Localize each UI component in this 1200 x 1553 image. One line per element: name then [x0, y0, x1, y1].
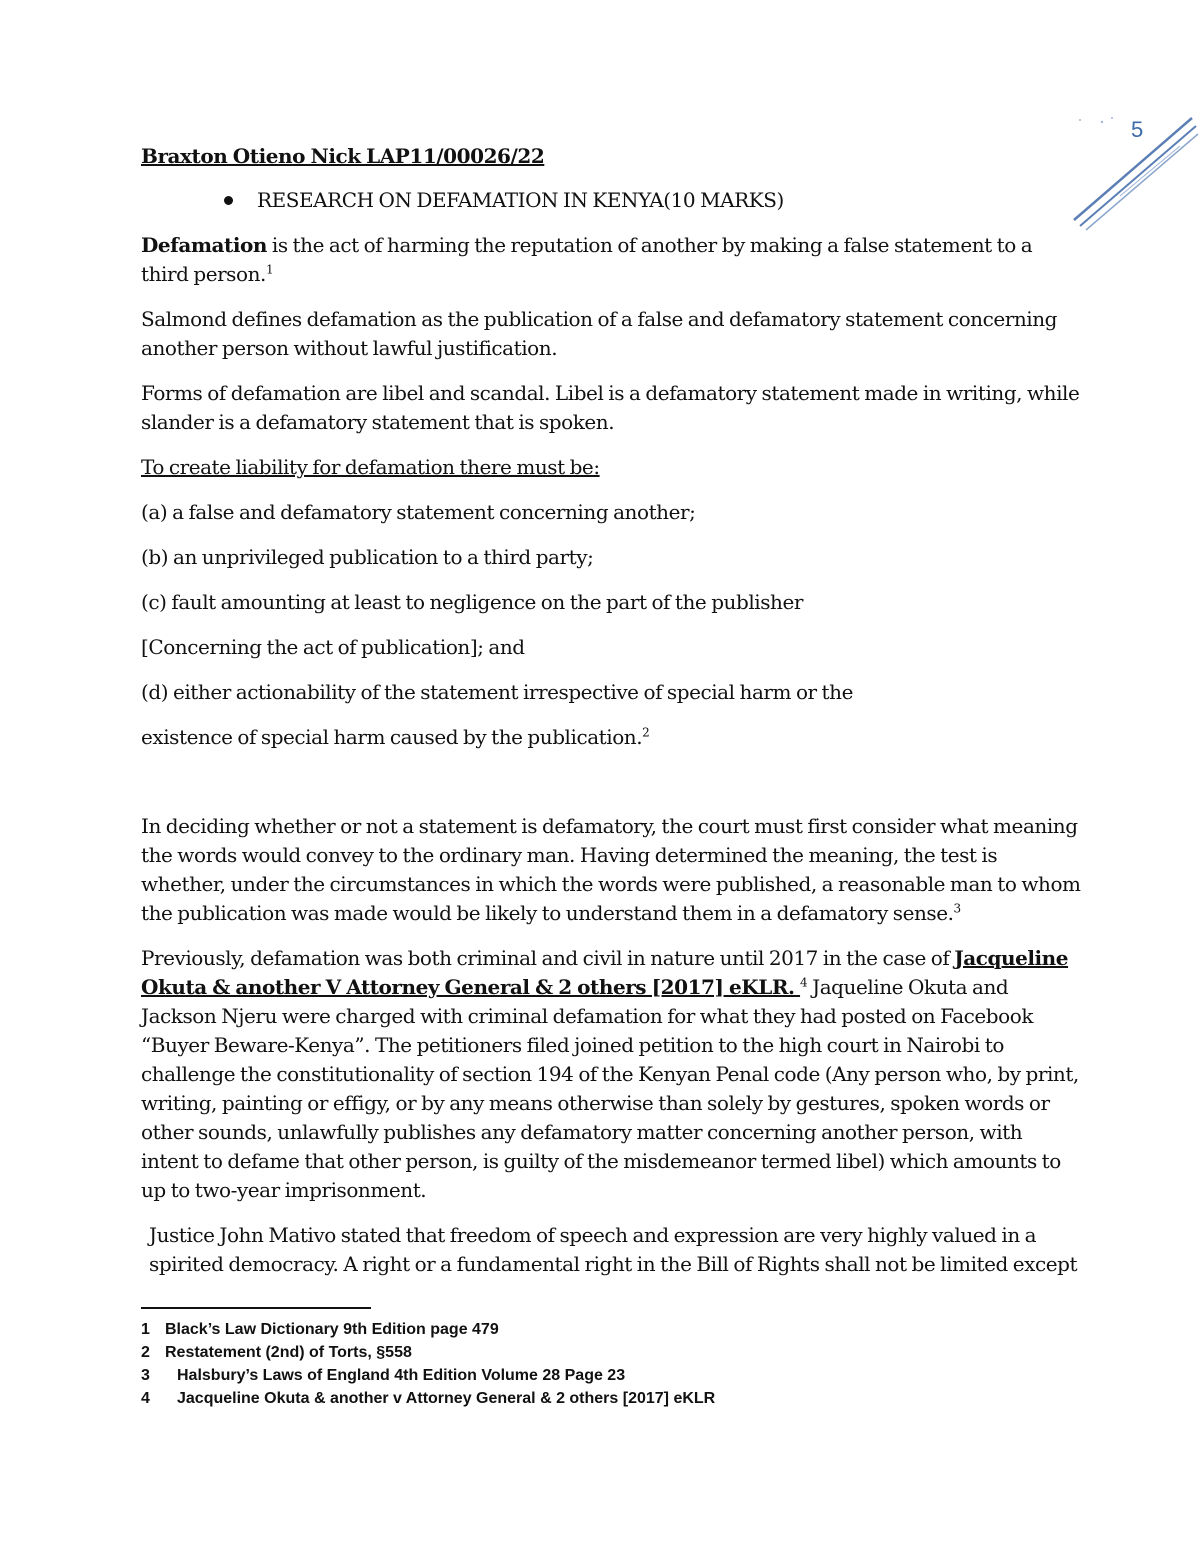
previously-rest: Jaqueline Okuta and Jackson Njeru were charged with criminal defamation for what they had posted on Facebook “Buyer Beware-Kenya”. The petitioners filed joined petition to the high court in Nairobi to challenge the constitutionality of section 194 of the Kenyan Penal code (Any person who, by print, writing, painting or effigy, or by any means otherwise than solely by gestures, spoken words or other sounds, unlawfully publishes any defamatory matter concerning another person, with intent to defame that other person, is guilty of the misdemeanor termed libel) which amounts to up to two-year imprisonment.: [141, 975, 1079, 1202]
previously-paragraph: [141, 944, 1081, 1205]
footnote-number: 2: [141, 1344, 150, 1361]
previously-intro: Previously, defamation was both criminal and civil in nature until 2017 in the case of: [141, 946, 955, 970]
list-item-b: (b) an unprivileged publication to a third party;: [141, 545, 594, 569]
deciding-text: In deciding whether or not a statement is defamatory, the court must first consider what meaning the words would convey to the ordinary man. Having determined the meaning, the test is whether, under the circumstances in which the words were published, a reasonable man to whom the publication was made would be likely to understand them in a defamatory sense.: [141, 814, 1081, 925]
footnote-number: 1: [141, 1321, 150, 1338]
definition-text: is the act of harming the reputation of another by making a false statement to a third person.: [141, 233, 1033, 286]
list-item-d-continued-text: existence of special harm caused by the publication.: [141, 725, 643, 749]
list-item-d: (d) either actionability of the statement irrespective of special harm or the: [141, 680, 853, 704]
list-item-c-continued: [Concerning the act of publication]; and: [141, 635, 525, 659]
author-line: Braxton Otieno Nick LAP11/00026/22: [141, 144, 545, 168]
footnote-ref-4[interactable]: 4: [800, 975, 808, 990]
liability-heading: To create liability for defamation there must be:: [141, 455, 600, 479]
bullet-icon: [224, 196, 233, 205]
footnote-2: [141, 1341, 715, 1364]
footnote-text: Halsbury’s Laws of England 4th Edition Volume 28 Page 23: [177, 1367, 626, 1384]
footnote-separator: [141, 1307, 371, 1309]
footnote-number: 3: [141, 1367, 150, 1384]
footnote-text: Black’s Law Dictionary 9th Edition page 479: [165, 1321, 499, 1338]
footnote-text: Jacqueline Okuta & another v Attorney General & 2 others [2017] eKLR: [177, 1390, 716, 1407]
deciding-paragraph: [141, 812, 1081, 928]
list-item-d-continued: [141, 723, 1081, 752]
justice-paragraph: Justice John Mativo stated that freedom of speech and expression are very highly valued in a spirited democracy. A right or a fundamental right in the Bill of Rights shall not be limited except: [149, 1223, 1078, 1276]
bullet-heading-text: RESEARCH ON DEFAMATION IN KENYA(10 MARKS): [257, 188, 784, 212]
bullet-heading: [141, 186, 1081, 215]
document-body: [141, 142, 1081, 1279]
definition-term: Defamation: [141, 233, 267, 257]
page-number: 5: [1131, 117, 1144, 142]
case-link[interactable]: Jacqueline Okuta & another V Attorney General & 2 others [2017] eKLR.: [141, 946, 1069, 999]
footnote-text: Restatement (2nd) of Torts, §558: [165, 1344, 412, 1361]
footnote-3: [141, 1364, 715, 1387]
footnotes: [141, 1318, 715, 1410]
footnote-ref-3[interactable]: 3: [953, 901, 961, 916]
footnote-4: [141, 1387, 715, 1410]
salmond-paragraph: Salmond defines defamation as the publication of a false and defamatory statement concerning another person without lawful justification.: [141, 307, 1058, 360]
footnote-number: 4: [141, 1390, 150, 1407]
footnote-1: [141, 1318, 715, 1341]
header-decoration-icon: [1060, 100, 1200, 240]
footnote-ref-1[interactable]: 1: [265, 262, 274, 277]
list-item-a: (a) a false and defamatory statement concerning another;: [141, 500, 696, 524]
forms-paragraph: Forms of defamation are libel and scandal. Libel is a defamatory statement made in writing, while slander is a defamatory statement that is spoken.: [141, 381, 1080, 434]
footnote-ref-2[interactable]: 2: [642, 725, 650, 740]
definition-paragraph: [141, 231, 1081, 289]
list-item-c: (c) fault amounting at least to negligence on the part of the publisher: [141, 590, 803, 614]
